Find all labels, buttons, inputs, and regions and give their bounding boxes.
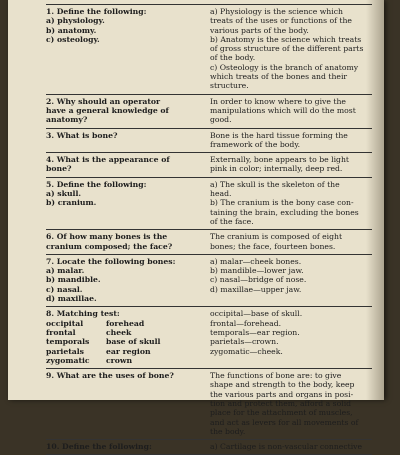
question-line: 4. What is the appearance of [46,155,170,165]
answer-line: frontal—forehead. [210,318,282,328]
answer-line: shape and strength to the body, keep [210,380,355,390]
question-line: b) cranium. [46,198,97,208]
qa-row [46,5,372,95]
answer-line: Bone is the hard tissue forming the [210,130,348,140]
matching-option: cheek [106,327,132,337]
question-line: c) nasal. [46,284,83,294]
answer-line: temporals—ear region. [210,327,300,337]
answer-line: place for the attachment of muscles, [210,408,353,418]
question-line: a) skull. [46,189,82,199]
answer-line: a) Cartilage is non-vascular connective [210,442,363,452]
answer-line: head. [210,189,232,199]
qa-row [46,440,372,455]
answer-line: of gross structure of the different parts [210,44,364,54]
matching-term: temporals [46,337,90,347]
qa-row [46,369,372,440]
answer-line: manipulations which will do the most [210,105,356,115]
qa-row [46,307,372,369]
answer-line: of the body. [210,53,256,63]
answer-line: The cranium is composed of eight [210,232,343,242]
question-line: b) anatomy. [46,25,97,35]
qa-row [46,255,372,307]
question-line: c) osteology. [46,34,100,44]
answer-line: good. [210,115,232,125]
matching-term: frontal [46,327,76,337]
matching-pair [46,356,204,365]
matching-option: forehead [106,318,145,328]
answer-line: c) nasal—bridge of nose. [210,275,307,285]
answer-line: framework of the body. [210,139,301,149]
answer-line: bones; the face, fourteen bones. [210,241,336,251]
matching-term: parietals [46,346,84,356]
answer-line: of the face. [210,216,254,226]
question-line: 6. Of how many bones is the [46,232,168,242]
question-line: 3. What is bone? [46,130,118,140]
question-line: a) malar. [46,266,85,276]
question-cell [46,180,210,226]
answer-line: treats of the uses or functions of the [210,16,352,26]
question-line: 10. Define the following: [46,442,152,452]
matching-option: ear region [106,346,151,356]
question-cell [46,232,210,251]
matching-pair [46,337,204,346]
qa-row [46,95,372,129]
answer-line: tion and protect them, afford a solid [210,398,352,408]
answer-cell [210,442,372,451]
answer-line: parietals—crown. [210,337,279,347]
question-line: 5. Define the following: [46,179,147,189]
answer-line: b) Anatomy is the science which treats [210,34,362,44]
answer-cell [210,371,372,436]
qa-table [46,4,372,455]
answer-line: b) The cranium is the bony case con- [210,198,354,208]
question-cell [46,442,210,451]
answer-line: which treats of the bones and their [210,72,348,82]
answer-line: a) Physiology is the science which [210,7,343,16]
question-cell [46,155,210,174]
answer-line: structure. [210,81,249,91]
matching-pair [46,319,204,328]
answer-cell [210,309,372,365]
answer-line: a) The skull is the skeleton of the [210,179,340,189]
question-line: 9. What are the uses of bone? [46,371,174,381]
answer-cell [210,257,372,303]
question-cell [46,131,210,150]
question-cell [46,97,210,125]
answer-line: In order to know where to give the [210,96,346,106]
answer-line: zygomatic—cheek. [210,346,283,356]
answer-line: taining the brain, excluding the bones [210,207,359,217]
matching-pair [46,328,204,337]
question-line: 8. Matching test: [46,309,120,319]
question-cell [46,371,210,436]
question-line: 7. Locate the following bones: [46,256,176,266]
answer-cell [210,180,372,226]
matching-term: zygomatic [46,355,90,365]
qa-row [46,129,372,154]
answer-line: b) mandible—lower jaw. [210,266,304,276]
answer-cell [210,131,372,150]
matching-pair [46,347,204,356]
matching-term: occipital [46,318,84,328]
answer-line: The functions of bone are: to give [210,371,342,381]
question-line: b) mandible. [46,275,101,285]
answer-line: the various parts and organs in posi- [210,389,354,399]
question-line: cranium composed; the face? [46,241,173,251]
qa-row [46,178,372,230]
question-cell [46,309,210,365]
question-line: have a general knowledge of [46,105,169,115]
question-line: d) maxillae. [46,294,97,304]
answer-line: Externally, bone appears to be light [210,155,349,165]
answer-line: and act as levers for all movements of [210,417,359,427]
answer-line: a) malar—cheek bones. [210,256,302,266]
question-line: anatomy? [46,115,88,125]
qa-row [46,153,372,178]
question-line: 1. Define the following: [46,7,147,16]
answer-line: various parts of the body. [210,25,309,35]
answer-cell [210,7,372,91]
question-cell [46,7,210,91]
answer-cell [210,155,372,174]
answer-cell [210,232,372,251]
answer-line: the body. [210,426,246,436]
answer-line: occipital—base of skull. [210,309,303,319]
answer-line: c) Osteology is the branch of anatomy [210,62,359,72]
answer-cell [210,97,372,125]
qa-row [46,230,372,255]
matching-option: crown [106,355,133,365]
question-cell [46,257,210,303]
matching-option: base of skull [106,337,161,347]
question-line: bone? [46,164,72,174]
question-line: a) physiology. [46,16,105,26]
answer-line: d) maxillae—upper jaw. [210,284,302,294]
book-page [8,0,384,452]
question-line: 2. Why should an operator [46,96,161,106]
answer-line: pink in color; internally, deep red. [210,164,343,174]
